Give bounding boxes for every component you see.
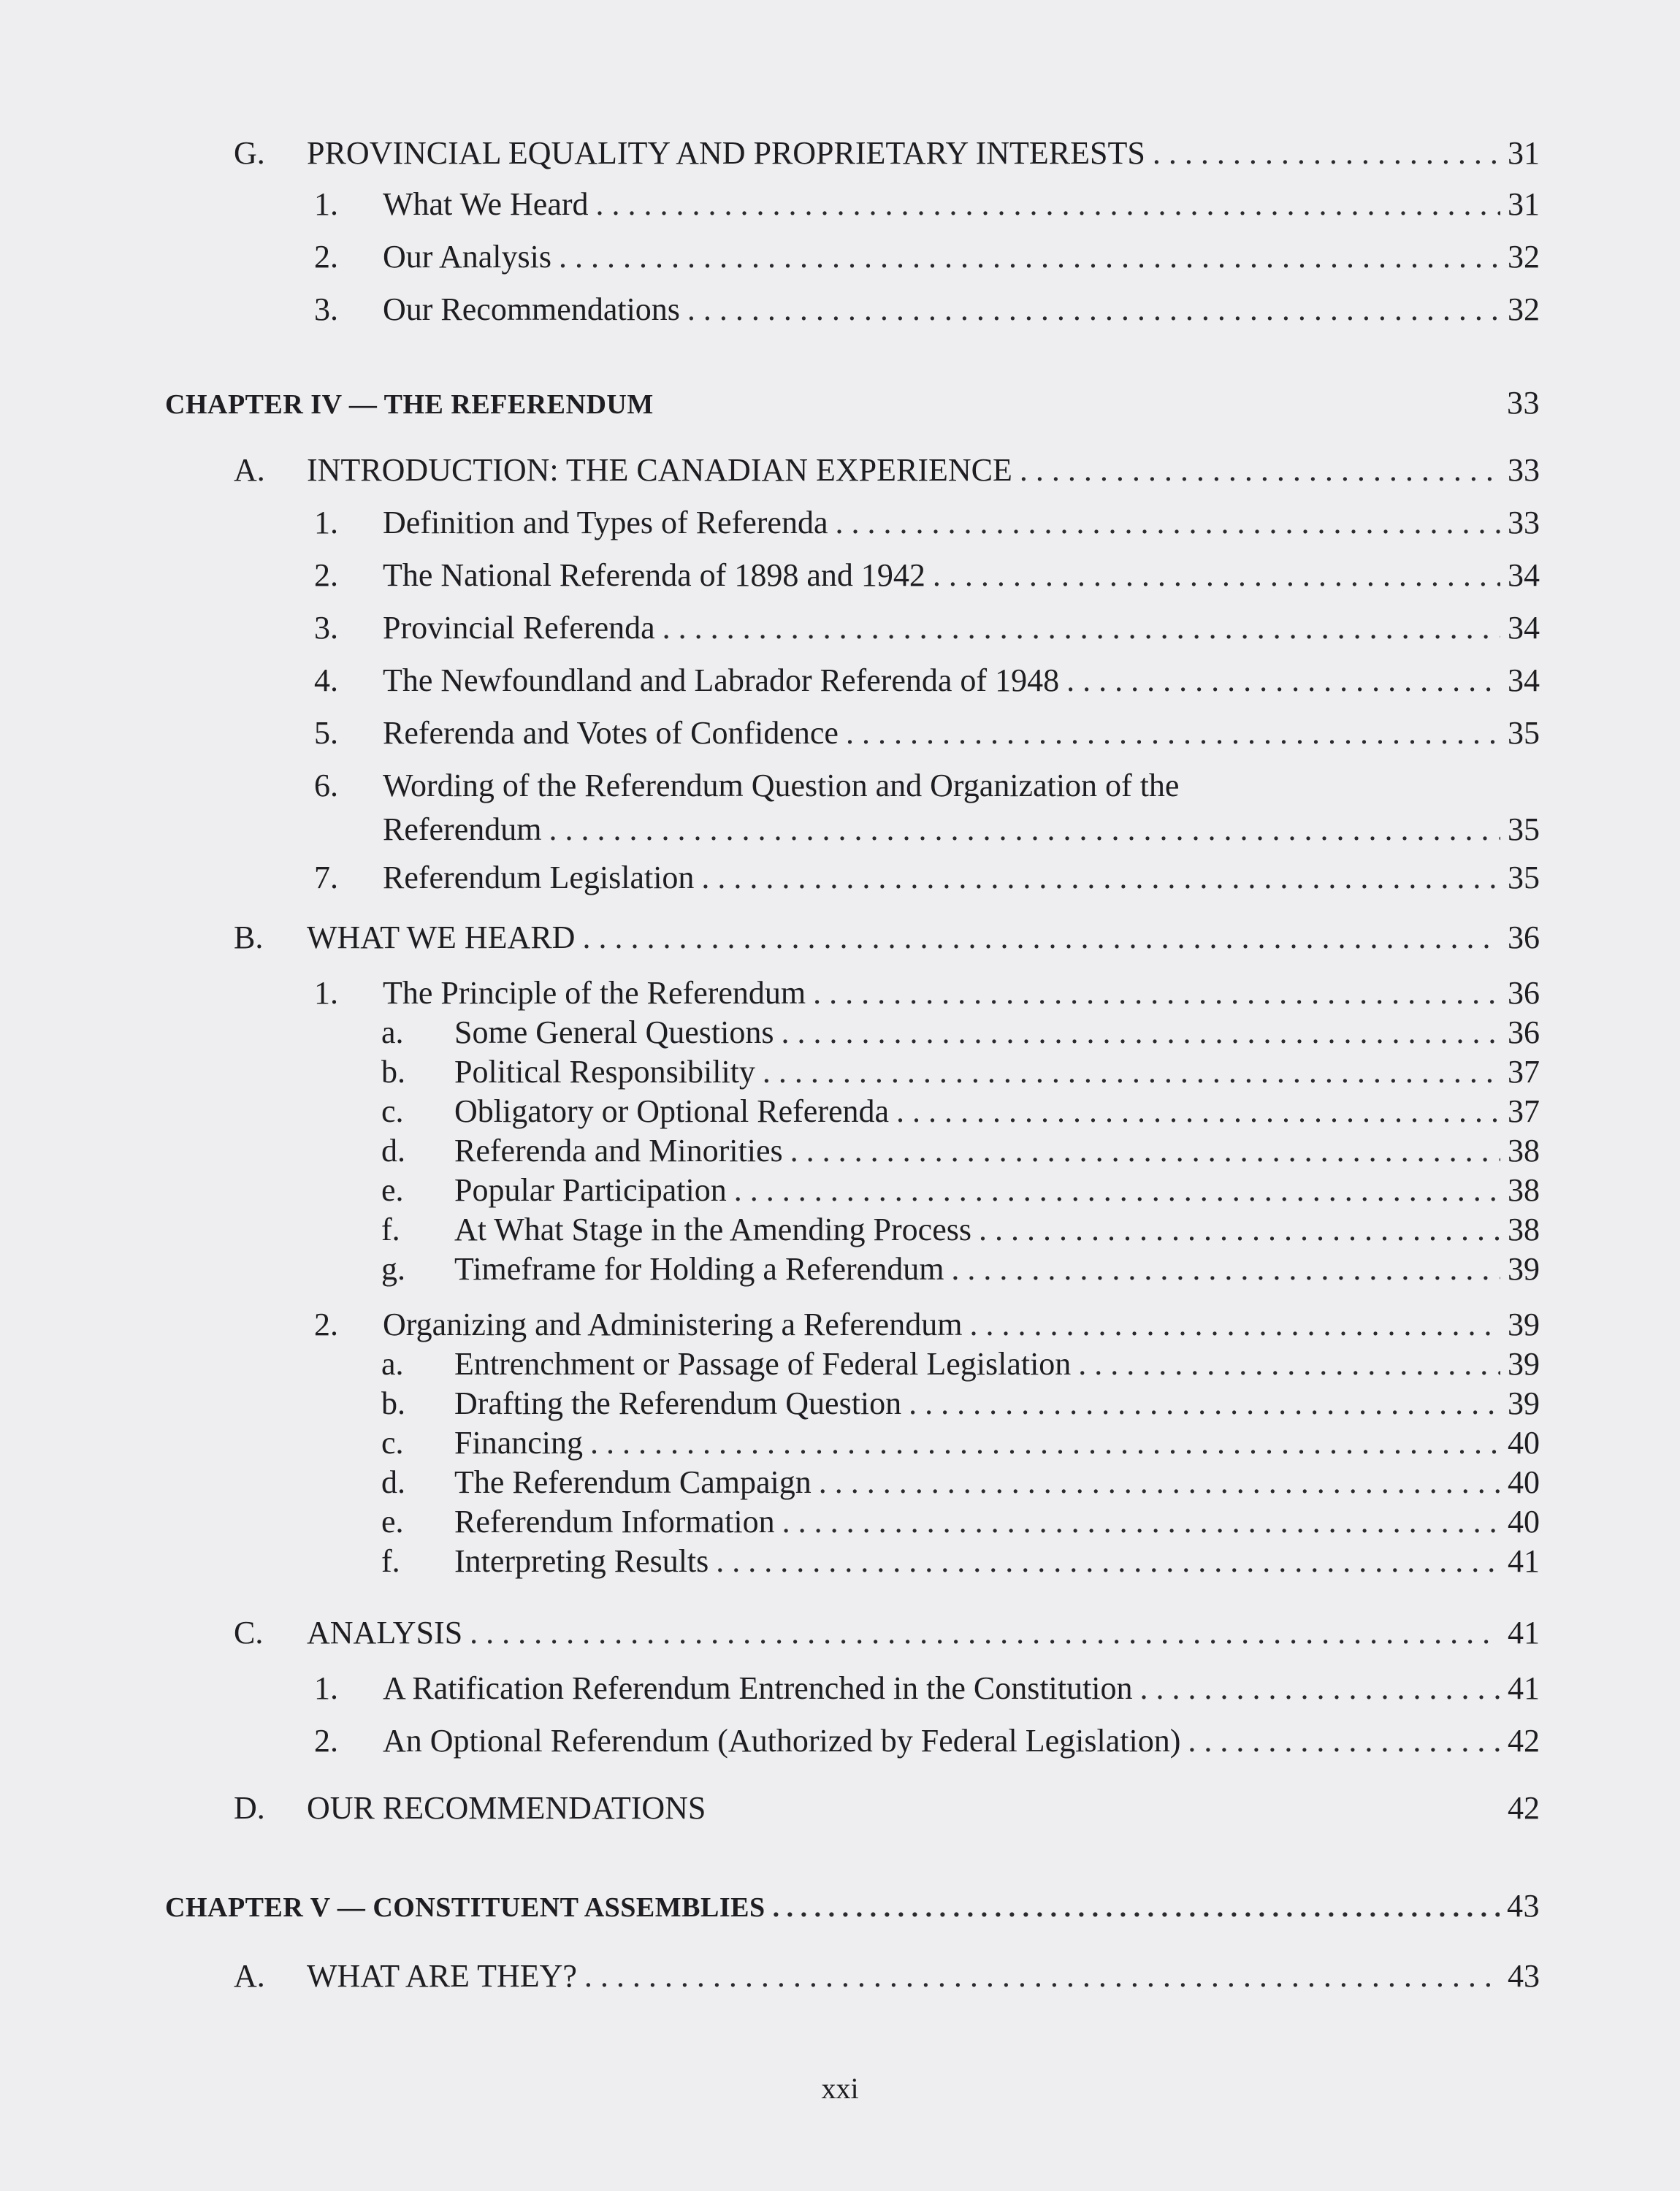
entry-title: Wording of the Referendum Question and Organization of the	[383, 768, 1180, 803]
toc-entry-continuation	[383, 811, 1540, 849]
toc-entry	[314, 859, 1540, 897]
entry-page: 34	[1508, 610, 1540, 646]
dot-leader	[701, 859, 1500, 897]
entry-mark: e.	[381, 1504, 404, 1540]
toc-entry	[314, 1722, 1540, 1760]
toc-subentry	[381, 1345, 1540, 1383]
entry-page: 35	[1508, 811, 1540, 847]
chapter-title: CHAPTER V — CONSTITUENT ASSEMBLIES	[165, 1892, 765, 1923]
dot-leader	[1139, 1670, 1500, 1708]
entry-mark: 2.	[314, 239, 338, 275]
toc-entry	[314, 662, 1540, 700]
toc-entry-section-c	[234, 1614, 1540, 1652]
toc-entry-section-b	[234, 919, 1540, 957]
dot-leader	[716, 1542, 1500, 1580]
dot-leader	[846, 714, 1500, 752]
toc-entry-section-a	[234, 1957, 1540, 1995]
toc-subentry	[381, 1211, 1540, 1249]
entry-page: 39	[1508, 1251, 1540, 1287]
entry-title: Entrenchment or Passage of Federal Legislation	[454, 1346, 1072, 1382]
entry-mark: c.	[381, 1425, 404, 1461]
toc-entry-section-a	[234, 451, 1540, 489]
entry-title: INTRODUCTION: THE CANADIAN EXPERIENCE	[307, 452, 1012, 488]
entry-mark: 3.	[314, 610, 338, 646]
entry-title: Some General Questions	[454, 1014, 774, 1050]
entry-title: An Optional Referendum (Authorized by Federal Legislation)	[383, 1723, 1181, 1759]
toc-entry	[314, 238, 1540, 276]
entry-page: 33	[1507, 385, 1540, 421]
dot-leader	[1066, 662, 1500, 700]
dot-leader	[590, 1424, 1500, 1462]
dot-leader	[1020, 451, 1500, 489]
entry-page: 37	[1508, 1054, 1540, 1090]
toc-chapter-iv	[165, 384, 1540, 424]
entry-page: 32	[1508, 291, 1540, 327]
entry-title: Drafting the Referendum Question	[454, 1385, 902, 1421]
entry-page: 36	[1508, 919, 1540, 955]
entry-mark: 2.	[314, 1723, 338, 1759]
entry-page: 41	[1508, 1670, 1540, 1706]
dot-leader	[596, 186, 1500, 223]
toc-entry-first-line	[314, 767, 1179, 805]
entry-page: 40	[1508, 1504, 1540, 1540]
dot-leader	[790, 1132, 1500, 1170]
entry-page: 43	[1508, 1958, 1540, 1994]
entry-page: 38	[1508, 1212, 1540, 1247]
entry-title: Obligatory or Optional Referenda	[454, 1093, 890, 1129]
toc-entry	[314, 1670, 1540, 1708]
entry-mark: d.	[381, 1133, 405, 1169]
entry-mark: e.	[381, 1172, 404, 1208]
dot-leader	[582, 919, 1500, 957]
entry-title: Provincial Referenda	[383, 610, 655, 646]
entry-mark: C.	[234, 1615, 264, 1651]
entry-title: Financing	[454, 1425, 583, 1461]
entry-page: 35	[1508, 860, 1540, 895]
dot-leader	[782, 1503, 1500, 1541]
entry-page: 38	[1508, 1133, 1540, 1169]
entry-page: 40	[1508, 1425, 1540, 1461]
entry-mark: a.	[381, 1014, 404, 1050]
entry-title: The Referendum Campaign	[454, 1464, 812, 1500]
entry-page: 33	[1508, 505, 1540, 540]
toc-subentry	[381, 1132, 1540, 1170]
entry-title: ANALYSIS	[307, 1615, 463, 1651]
entry-mark: 5.	[314, 715, 338, 751]
entry-title: The Newfoundland and Labrador Referenda of 1948	[383, 662, 1060, 698]
toc-entry	[314, 186, 1540, 223]
entry-title: WHAT WE HEARD	[307, 919, 576, 955]
entry-title: The National Referenda of 1898 and 1942	[383, 557, 925, 593]
entry-title-continued: Referendum	[383, 811, 542, 847]
dot-leader	[979, 1211, 1500, 1249]
entry-mark: 2.	[314, 1307, 338, 1342]
entry-page: 34	[1508, 557, 1540, 593]
toc-subentry	[381, 1093, 1540, 1131]
dot-leader	[1153, 134, 1500, 172]
entry-page: 36	[1508, 975, 1540, 1011]
dot-leader	[969, 1306, 1500, 1344]
entry-mark: 1.	[314, 1670, 338, 1706]
toc-subentry	[381, 1385, 1540, 1423]
toc-entry-section-g	[234, 134, 1540, 172]
entry-page: 38	[1508, 1172, 1540, 1208]
entry-mark: 2.	[314, 557, 338, 593]
entry-mark: D.	[234, 1790, 265, 1826]
entry-mark: c.	[381, 1093, 404, 1129]
entry-title: Referendum Legislation	[383, 860, 695, 895]
toc-subentry	[381, 1424, 1540, 1462]
dot-leader	[819, 1464, 1500, 1502]
entry-mark: 1.	[314, 505, 338, 540]
dot-leader	[835, 504, 1500, 542]
toc-subentry	[381, 1542, 1540, 1580]
dot-leader	[781, 1014, 1500, 1052]
entry-mark: f.	[381, 1212, 400, 1247]
toc-entry	[314, 714, 1540, 752]
toc-entry-section-d	[234, 1789, 1540, 1827]
entry-page: 40	[1508, 1464, 1540, 1500]
dot-leader	[734, 1171, 1500, 1209]
entry-title: Organizing and Administering a Referendum	[383, 1307, 963, 1342]
toc-entry	[314, 1306, 1540, 1344]
toc-entry	[314, 557, 1540, 594]
entry-mark: B.	[234, 919, 264, 955]
entry-mark: f.	[381, 1543, 400, 1579]
dot-leader	[663, 609, 1500, 647]
entry-title: Referendum Information	[454, 1504, 775, 1540]
dot-leader	[909, 1385, 1500, 1423]
entry-page: 35	[1508, 715, 1540, 751]
entry-mark: g.	[381, 1251, 405, 1287]
dot-leader	[470, 1614, 1500, 1652]
entry-mark: 1.	[314, 975, 338, 1011]
entry-mark: 4.	[314, 662, 338, 698]
entry-title: Interpreting Results	[454, 1543, 709, 1579]
entry-page: 43	[1507, 1888, 1540, 1924]
dot-leader	[1188, 1722, 1500, 1760]
entry-title: PROVINCIAL EQUALITY AND PROPRIETARY INTERESTS	[307, 135, 1145, 171]
toc-subentry	[381, 1503, 1540, 1541]
entry-title: A Ratification Referendum Entrenched in the Constitution	[383, 1670, 1133, 1706]
chapter-title: CHAPTER IV — THE REFERENDUM	[165, 389, 654, 420]
entry-mark: b.	[381, 1054, 405, 1090]
entry-title: Timeframe for Holding a Referendum	[454, 1251, 944, 1287]
entry-mark: A.	[234, 452, 265, 488]
entry-title: Definition and Types of Referenda	[383, 505, 828, 540]
toc-subentry	[381, 1250, 1540, 1288]
entry-page: 39	[1508, 1385, 1540, 1421]
entry-page: 39	[1508, 1346, 1540, 1382]
entry-page: 41	[1508, 1615, 1540, 1651]
dot-leader	[896, 1093, 1500, 1131]
dot-leader	[763, 1053, 1500, 1091]
entry-mark: a.	[381, 1346, 404, 1382]
toc-entry	[314, 974, 1540, 1012]
entry-title: The Principle of the Referendum	[383, 975, 806, 1011]
entry-page: 33	[1508, 452, 1540, 488]
entry-title: Our Analysis	[383, 239, 551, 275]
toc-chapter-v	[165, 1887, 1540, 1927]
toc-subentry	[381, 1014, 1540, 1052]
entry-page: 31	[1508, 186, 1540, 222]
dot-leader	[1078, 1345, 1500, 1383]
entry-page: 36	[1508, 1014, 1540, 1050]
entry-title: Referenda and Minorities	[454, 1133, 783, 1169]
toc-subentry	[381, 1171, 1540, 1209]
dot-leader	[813, 974, 1500, 1012]
entry-mark: 3.	[314, 291, 338, 327]
toc-entry	[314, 504, 1540, 542]
entry-title: OUR RECOMMENDATIONS	[307, 1790, 706, 1826]
entry-title: WHAT ARE THEY?	[307, 1958, 577, 1994]
entry-title: Referenda and Votes of Confidence	[383, 715, 839, 751]
entry-page: 42	[1508, 1723, 1540, 1759]
entry-mark: 1.	[314, 186, 338, 222]
entry-page: 41	[1508, 1543, 1540, 1579]
dot-leader	[584, 1957, 1500, 1995]
entry-page: 39	[1508, 1307, 1540, 1342]
dot-leader	[773, 1889, 1500, 1927]
entry-mark: 7.	[314, 860, 338, 895]
entry-page: 37	[1508, 1093, 1540, 1129]
dot-leader	[559, 238, 1500, 276]
entry-page: 31	[1508, 135, 1540, 171]
entry-mark: b.	[381, 1385, 405, 1421]
dot-leader	[687, 291, 1500, 329]
entry-mark: d.	[381, 1464, 405, 1500]
dot-leader	[933, 557, 1500, 594]
toc-entry	[314, 609, 1540, 647]
entry-mark: A.	[234, 1958, 265, 1994]
dot-leader	[951, 1250, 1500, 1288]
toc-subentry	[381, 1053, 1540, 1091]
entry-title: Political Responsibility	[454, 1054, 755, 1090]
entry-title: What We Heard	[383, 186, 589, 222]
toc-entry	[314, 291, 1540, 329]
page-number: xxi	[821, 2072, 859, 2105]
toc-subentry	[381, 1464, 1540, 1502]
entry-title: Popular Participation	[454, 1172, 727, 1208]
entry-mark: G.	[234, 135, 265, 171]
entry-mark: 6.	[314, 768, 338, 803]
entry-title: Our Recommendations	[383, 291, 680, 327]
entry-page: 42	[1508, 1790, 1540, 1826]
dot-leader	[549, 811, 1500, 849]
entry-page: 32	[1508, 239, 1540, 275]
entry-page: 34	[1508, 662, 1540, 698]
entry-title: At What Stage in the Amending Process	[454, 1212, 971, 1247]
